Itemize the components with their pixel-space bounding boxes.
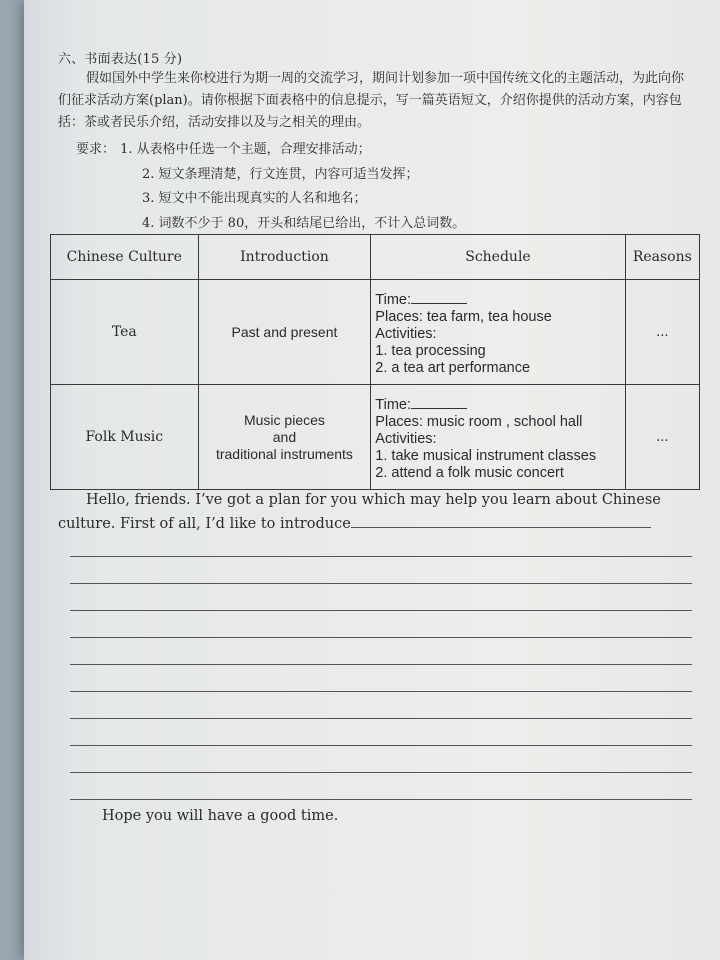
activities-label: Activities: xyxy=(375,326,437,342)
header-introduction: Introduction xyxy=(198,235,371,280)
introduction-cell xyxy=(198,280,371,385)
task-prompt: 假如国外中学生来你校进行为期一周的交流学习，期间计划参加一项中国传统文化的主题活动，为此向你们征求活动方案(plan)。请你根据下面表格中的信息提示，写一篇英语短文，介绍你提供的活动方案，内容包括：茶或者民乐介绍，活动安排以及与之相关的理由。 xyxy=(58,71,685,130)
places-text: Places: music room , school hall xyxy=(375,414,583,430)
requirement-item: 4. 词数不少于 80，开头和结尾已给出，不计入总词数。 xyxy=(142,215,466,231)
writing-line[interactable] xyxy=(70,745,692,746)
introduction-cell xyxy=(198,385,371,490)
schedule-cell xyxy=(371,280,625,385)
activity-item: 1. take musical instrument classes xyxy=(375,448,597,464)
introduction-line: traditional instruments xyxy=(215,445,353,462)
culture-cell: Tea xyxy=(51,280,199,385)
writing-line[interactable] xyxy=(70,799,692,800)
places-text: Places: tea farm, tea house xyxy=(375,309,552,325)
time-blank xyxy=(411,396,467,409)
requirements-list xyxy=(76,138,676,236)
culture-cell: Folk Music xyxy=(51,385,199,490)
time-label: Time: xyxy=(375,292,412,308)
schedule-cell xyxy=(371,385,625,490)
essay-opening-text: Hello, friends. I’ve got a plan for you which may help you learn about Chinese culture. First of all, I’d like to introduce xyxy=(58,492,661,532)
writing-line[interactable] xyxy=(70,718,692,719)
header-chinese-culture: Chinese Culture xyxy=(51,235,199,280)
activity-item: 1. tea processing xyxy=(375,343,486,359)
table-row xyxy=(51,385,700,490)
requirement-item: 1. 从表格中任选一个主题，合理安排活动； xyxy=(120,142,371,157)
introduction-line: Past and present xyxy=(231,323,338,340)
writing-line[interactable] xyxy=(70,637,692,638)
essay-opening xyxy=(58,488,694,536)
writing-blank[interactable] xyxy=(351,513,651,528)
time-label: Time: xyxy=(375,397,412,413)
activities-label: Activities: xyxy=(375,431,437,447)
reasons-cell: ... xyxy=(625,385,699,490)
essay-closing: Hope you will have a good time. xyxy=(102,808,339,824)
writing-line[interactable] xyxy=(70,772,692,773)
section-title: 六、书面表达(15 分) xyxy=(58,52,183,67)
writing-line[interactable] xyxy=(70,610,692,611)
header-schedule: Schedule xyxy=(371,235,625,280)
requirements-label: 要求： xyxy=(76,142,116,157)
writing-line[interactable] xyxy=(70,583,692,584)
header-reasons: Reasons xyxy=(625,235,699,280)
activity-item: 2. a tea art performance xyxy=(375,360,531,376)
writing-line[interactable] xyxy=(70,556,692,557)
writing-line[interactable] xyxy=(70,664,692,665)
requirement-item: 2. 短文条理清楚，行文连贯，内容可适当发挥； xyxy=(142,166,419,182)
reasons-cell: ... xyxy=(625,280,699,385)
introduction-line: Music pieces xyxy=(243,411,325,428)
requirement-item: 3. 短文中不能出现真实的人名和地名； xyxy=(142,191,367,206)
time-blank xyxy=(411,291,467,304)
table-row xyxy=(51,280,700,385)
exam-page xyxy=(24,0,720,960)
writing-line[interactable] xyxy=(70,691,692,692)
introduction-line: and xyxy=(272,428,297,445)
culture-table xyxy=(50,234,700,490)
activity-item: 2. attend a folk music concert xyxy=(375,465,564,481)
table-header-row xyxy=(51,235,700,280)
